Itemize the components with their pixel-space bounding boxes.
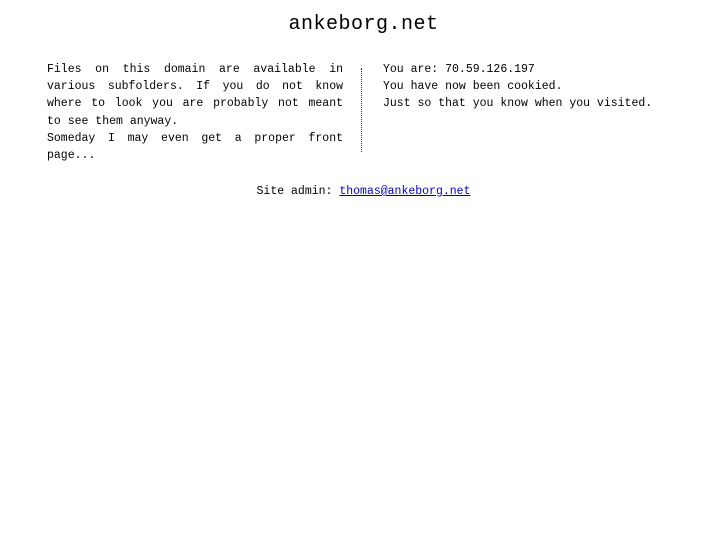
admin-email-link[interactable]: thomas@ankeborg.net [339, 185, 471, 198]
column-divider [361, 68, 362, 152]
info-column [47, 61, 343, 164]
site-admin-label: Site admin: [256, 185, 333, 198]
page-title: ankeborg.net [288, 13, 439, 36]
visitor-ip: You are: 70.59.126.197 [383, 63, 535, 76]
visitor-column [383, 61, 652, 113]
subfolders-notice: Files on this domain are available in various subfolders. If you do not know where to look you are probably not meant to see them anyway. [47, 63, 343, 128]
front-page-notice: Someday I may even get a proper front page... [47, 131, 343, 163]
visit-notice: Just so that you know when you visited. [383, 97, 653, 111]
cookie-notice: You have now been cookied. [383, 80, 563, 94]
site-admin-footer [0, 183, 727, 200]
